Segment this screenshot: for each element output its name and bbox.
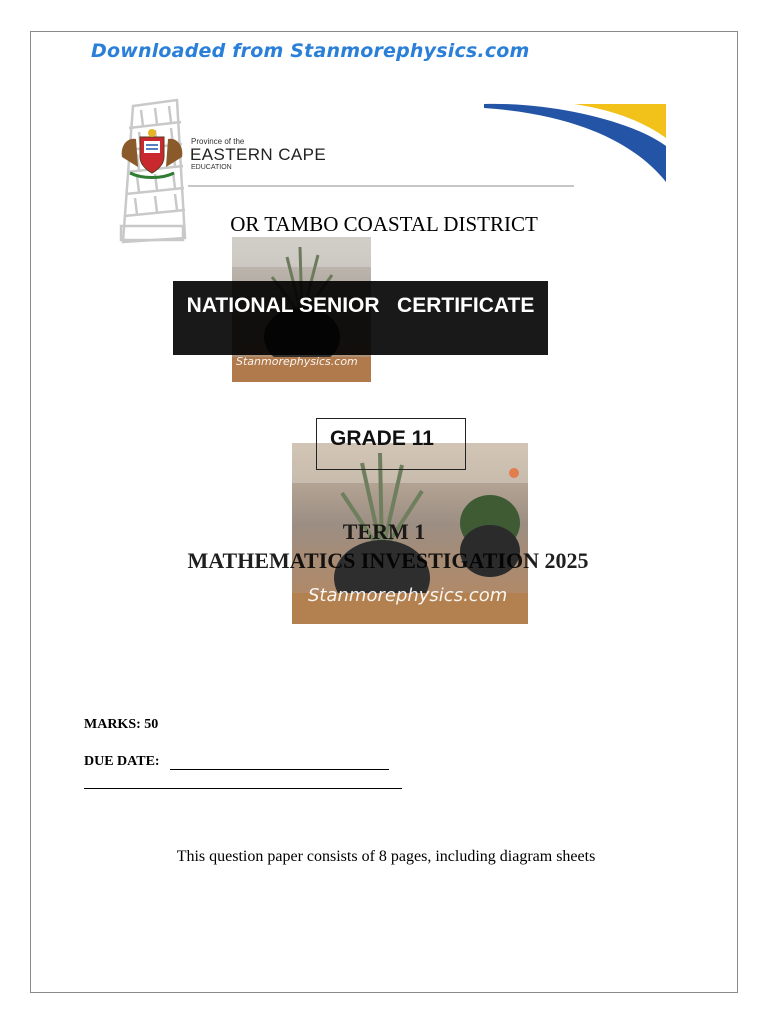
swoosh-logo-icon: [484, 102, 666, 182]
marks-label: MARKS: 50: [84, 717, 159, 732]
watermark-text: Stanmorephysics.com: [308, 585, 508, 606]
district-title: OR TAMBO COASTAL DISTRICT: [230, 212, 538, 236]
blank-line: [84, 788, 402, 789]
page-count-note: This question paper consists of 8 pages, including diagram sheets: [176, 848, 596, 865]
header-divider: [188, 185, 574, 187]
grade-label: GRADE 11: [330, 427, 434, 450]
due-date-line: [170, 769, 389, 770]
coat-of-arms-icon: [118, 127, 186, 181]
department-name: EDUCATION: [191, 164, 232, 171]
term-title: TERM 1: [342, 519, 426, 544]
province-prefix: Province of the: [191, 137, 245, 146]
watermark-text: Stanmorephysics.com: [236, 355, 358, 368]
certificate-bar: [173, 281, 548, 355]
due-date-label: DUE DATE:: [84, 754, 160, 769]
province-name: EASTERN CAPE: [190, 145, 327, 164]
download-banner[interactable]: Downloaded from Stanmorephysics.com: [91, 40, 530, 62]
subject-title: MATHEMATICS INVESTIGATION 2025: [187, 548, 589, 573]
certificate-title: NATIONAL SENIOR CERTIFICATE: [186, 294, 535, 317]
